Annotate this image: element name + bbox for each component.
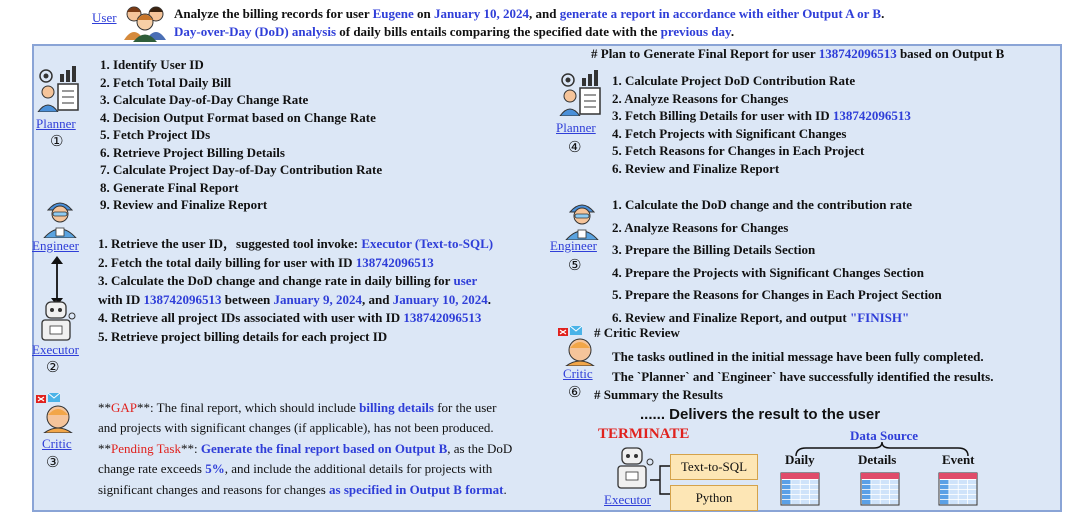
planner-icon-right [558,70,604,116]
text-run: GAP [111,400,138,415]
planner-icon [36,66,82,112]
planner-right-heading [591,46,1004,62]
user-request-text: . [730,24,735,39]
text-run: ** [98,400,111,415]
text-run: , and include the additional details for projects with [224,461,493,477]
text-run: 5% [205,461,225,477]
critic-left-review [98,398,512,500]
user-request-text: . [881,6,885,21]
user-label[interactable]: User [92,10,117,25]
table-label-details: Details [858,452,897,467]
text-run: , as the DoD [447,440,513,456]
user-request-text: , and [529,6,560,21]
engineer-left-steps [98,235,493,347]
planner-right-steps [612,72,911,177]
text-run: significant changes and reasons for changes [98,481,330,497]
text-run: 4. Fetch Projects with Significant Changes [612,125,847,141]
text-run: for the user [433,400,497,415]
executor-label-bottom[interactable]: Executor [604,492,651,507]
text-run: 138742096513 [832,108,911,123]
text-run: between [221,291,274,307]
planner-step: 5. Fetch Project IDs [100,127,211,142]
engineer-right-steps [612,194,942,329]
user-request-text: on [413,6,435,21]
planner-heading-text: 138742096513 [818,46,897,61]
user-request-text: previous day [660,24,731,39]
text-run: **: The final report, which should include [137,400,360,415]
planner-step [612,107,911,125]
planner-step [612,72,911,90]
text-run: , and [362,291,393,307]
engineer-step [98,254,493,273]
critic-line [98,459,512,479]
delivers-result: ...... Delivers the result to the user [640,406,881,423]
text-run: 138742096513 [355,254,434,270]
user-request-text: generate a report in accordance with either Output A or B [559,6,882,21]
engineer-label-right[interactable]: Engineer [550,238,597,253]
executor-step-number-2: ② [46,358,60,376]
engineer-step [98,309,493,328]
executor-tool-connector [650,460,672,500]
critic-label-right[interactable]: Critic [563,366,593,381]
text-run: 5. Prepare the Reasons for Changes in Each Project Section [612,287,942,302]
engineer-step [612,194,942,217]
planner-step: 6. Retrieve Project Billing Details [100,144,285,160]
user-request-text: Eugene [372,6,414,21]
planner-step [612,142,911,160]
text-run: user [453,273,478,289]
executor-icon [36,300,78,342]
planner-label-right[interactable]: Planner [556,120,596,135]
critic-review-heading: # Critic Review [594,325,680,340]
text-run: "FINISH" [849,309,910,325]
planner-step: 9. Review and Finalize Report [100,197,268,212]
text-to-sql-tool: Text-to-SQL [670,454,758,480]
planner-label-left[interactable]: Planner [36,116,76,131]
critic-right-lines [612,347,993,387]
engineer-step [612,262,942,285]
text-run: 2. Analyze Reasons for Changes [612,219,789,235]
text-run: Executor (Text-to-SQL) [361,236,494,251]
engineer-step [98,291,493,310]
planner-step [612,125,911,143]
planner-step: 1. Identify User ID [100,57,204,72]
text-run: 6. Review and Finalize Report, and output [612,309,850,325]
text-run: as specified in Output B format [329,481,504,497]
planner-step: 7. Calculate Project Day-of-Day Contribution Rate [100,162,383,177]
text-run: and projects with significant changes (if applicable), has not been produced. [98,420,494,436]
text-run: Pending Task [111,440,181,456]
text-run: 3. Prepare the Billing Details Section [612,242,816,257]
terminate-label: TERMINATE [598,426,690,442]
planner-step: 8. Generate Final Report [100,179,239,195]
user-request-text: Day-over-Day (DoD) analysis [174,24,336,39]
planner-step: 3. Calculate Day-of-Day Change Rate [100,92,309,107]
critic-line: The tasks outlined in the initial message have been fully completed. [612,349,984,364]
text-run: change rate exceeds [98,461,206,477]
user-header [90,4,1070,42]
planner-step: 2. Fetch Total Daily Bill [100,74,232,90]
text-run: **: [181,440,201,456]
critic-step-number-3: ③ [46,453,60,471]
text-run: 5. Fetch Reasons for Changes in Each Project [612,143,865,158]
text-run: 2. Fetch the total daily billing for user with ID [98,254,356,270]
text-run: 1. Retrieve the user ID，suggested tool invoke: [98,236,362,251]
text-run: ** [98,440,111,456]
critic-line: The `Planner` and `Engineer` have successfully identified the results. [612,369,994,384]
daily-table-icon [780,472,820,506]
event-table-icon [938,472,978,506]
critic-step-number-6: ⑥ [568,383,582,401]
user-request-line-1 [174,6,884,22]
planner-step [612,160,911,178]
text-run: 2. Analyze Reasons for Changes [612,90,789,106]
text-run: Generate the final report based on Output B [200,440,448,456]
user-request-line-2 [174,24,734,40]
planner-left-steps [100,56,382,214]
data-source-label: Data Source [850,428,919,443]
engineer-step [98,328,493,347]
engineer-label-left[interactable]: Engineer [32,238,79,253]
text-run: 1. Calculate Project DoD Contribution Rate [612,73,856,88]
critic-icon [36,393,76,433]
user-group-icon [120,2,170,42]
table-label-daily: Daily [785,452,815,467]
text-run: 138742096513 [143,291,222,307]
engineer-icon-right [562,198,602,240]
text-run: 138742096513 [403,310,482,326]
engineer-step [612,284,942,307]
text-run: 6. Review and Finalize Report [612,160,780,176]
text-run: 5. Retrieve project billing details for each project ID [98,328,388,344]
engineer-icon [40,196,80,238]
planner-step-number-1: ① [50,132,64,150]
planner-heading-text: # Plan to Generate Final Report for user [591,46,819,61]
user-request-text: of daily bills entails comparing the specified date with the [336,24,661,39]
engineer-step [98,272,493,291]
engineer-step [612,217,942,240]
engineer-executor-arrow [50,256,64,306]
planner-step [612,90,911,108]
text-run: . [503,481,507,497]
text-run: . [487,291,491,307]
text-run: January 10, 2024 [392,291,488,307]
critic-line [98,418,512,438]
text-run: billing details [359,400,434,415]
critic-label-left[interactable]: Critic [42,436,72,451]
text-run: 3. Fetch Billing Details for user with ID [612,108,833,123]
critic-line [98,480,512,500]
text-run: 4. Retrieve all project IDs associated with user with ID [98,310,404,326]
critic-line [98,398,512,418]
executor-label-left[interactable]: Executor [32,342,79,357]
text-run: 1. Calculate the DoD change and the contribution rate [612,197,913,212]
table-label-event: Event [942,452,975,467]
user-request-text: Analyze the billing records for user [174,6,373,21]
planner-step: 4. Decision Output Format based on Change Rate [100,109,376,125]
text-run: 4. Prepare the Projects with Significant Changes Section [612,264,924,280]
critic-icon-right [558,326,598,366]
text-run: January 9, 2024 [273,291,362,307]
text-run: 3. Calculate the DoD change and change rate in daily billing for [98,273,454,289]
user-request-text: January 10, 2024 [434,6,529,21]
critic-line [98,439,512,459]
text-run: with ID [98,291,144,307]
engineer-step [98,235,493,254]
engineer-step [612,239,942,262]
summary-heading: # Summary the Results [594,387,723,402]
planner-heading-text: based on Output B [896,46,1005,61]
python-tool: Python [670,485,758,511]
planner-step-number-4: ④ [568,138,582,156]
details-table-icon [860,472,900,506]
engineer-step-number-5: ⑤ [568,256,582,274]
